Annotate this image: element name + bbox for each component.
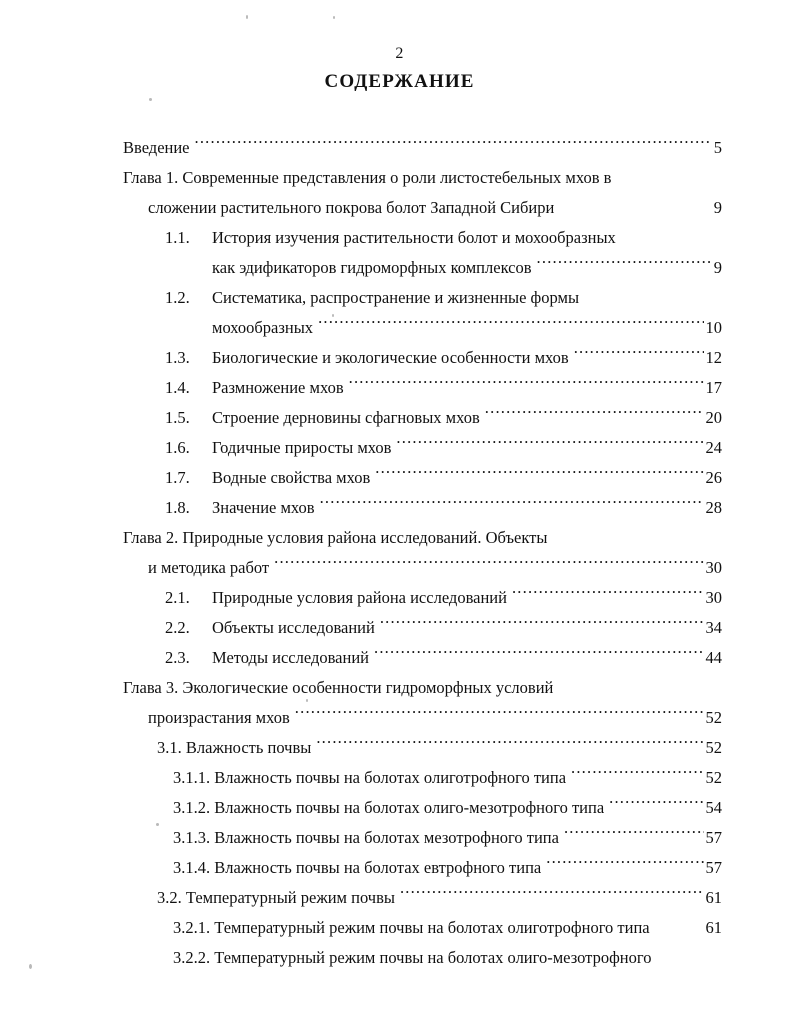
toc-entry-page: 57 xyxy=(705,858,722,877)
toc-entry[interactable] xyxy=(0,163,799,193)
toc-entry[interactable] xyxy=(0,943,799,973)
toc-dot-leader xyxy=(374,647,704,664)
toc-entry[interactable] xyxy=(0,433,799,463)
toc-dot-leader xyxy=(396,437,703,454)
toc-entry-label: Систематика, распространение и жизненные формы xyxy=(212,288,580,307)
toc-entry-page: 12 xyxy=(705,348,722,367)
toc-entry[interactable] xyxy=(0,703,799,733)
toc-dot-leader xyxy=(537,257,712,274)
toc-entry-page: 20 xyxy=(705,408,722,427)
toc-dot-leader xyxy=(485,407,704,424)
toc-entry-label: Водные свойства мхов xyxy=(212,468,371,487)
toc-entry[interactable] xyxy=(0,793,799,823)
toc-entry-page: 30 xyxy=(705,588,722,607)
toc-entry-number: 1.2. xyxy=(165,288,190,307)
toc-entry-label: 3.1.1. Влажность почвы на болотах олиготрофного типа xyxy=(173,768,567,787)
toc-entry-label: Биологические и экологические особенности мхов xyxy=(212,348,569,367)
toc-entry-number: 2.1. xyxy=(165,588,190,607)
toc-entry-label: Объекты исследований xyxy=(212,618,375,637)
toc-entry-label: 3.1. Влажность почвы xyxy=(157,738,312,757)
toc-entry-label: Методы исследований xyxy=(212,648,369,667)
toc-entry-number: 1.7. xyxy=(165,468,190,487)
toc-entry-number: 1.5. xyxy=(165,408,190,427)
toc-dot-leader xyxy=(375,467,703,484)
toc-dot-leader xyxy=(564,827,704,844)
scan-speckle xyxy=(333,16,335,19)
toc-entry-label: 3.1.3. Влажность почвы на болотах мезотрофного типа xyxy=(173,828,559,847)
toc-entry-label: Строение дерновины сфагновых мхов xyxy=(212,408,480,427)
toc-dot-leader xyxy=(584,287,721,304)
toc-entry-label: Глава 2. Природные условия района исследований. Объекты xyxy=(123,528,548,547)
toc-dot-leader xyxy=(349,377,704,394)
toc-entry-page: 34 xyxy=(705,618,722,637)
toc-entry-page: 9 xyxy=(713,198,722,217)
toc-entry[interactable] xyxy=(0,763,799,793)
toc-dot-leader xyxy=(195,137,712,154)
toc-dot-leader xyxy=(621,227,721,244)
toc-dot-leader xyxy=(316,737,703,754)
toc-entry[interactable] xyxy=(0,193,799,223)
toc-dot-leader xyxy=(656,947,721,964)
toc-entry-label: Глава 1. Современные представления о роли листостебельных мхов в xyxy=(123,168,612,187)
page-title: СОДЕРЖАНИЕ xyxy=(324,71,475,92)
toc-dot-leader xyxy=(655,917,699,934)
toc-entry-label: 3.2.2. Температурный режим почвы на болотах олиго-мезотрофного xyxy=(173,948,652,967)
toc-entry[interactable] xyxy=(0,223,799,253)
toc-entry-number: 1.1. xyxy=(165,228,190,247)
toc-dot-leader xyxy=(552,527,721,544)
toc-entry[interactable] xyxy=(0,853,799,883)
toc-entry-label: и методика работ xyxy=(148,558,270,577)
scan-speckle xyxy=(246,15,248,19)
toc-entry[interactable] xyxy=(0,313,799,343)
toc-entry-label: 3.2. Температурный режим почвы xyxy=(157,888,395,907)
toc-dot-leader xyxy=(546,857,703,874)
toc-entry[interactable] xyxy=(0,643,799,673)
toc-dot-leader xyxy=(512,587,704,604)
toc-entry[interactable] xyxy=(0,493,799,523)
toc-entry[interactable] xyxy=(0,823,799,853)
toc-dot-leader xyxy=(295,707,704,724)
toc-dot-leader xyxy=(320,497,704,514)
toc-entry-label: Значение мхов xyxy=(212,498,315,517)
toc-entry-number: 1.8. xyxy=(165,498,190,517)
page-number: 2 xyxy=(395,45,404,62)
toc-entry-page: 52 xyxy=(705,738,722,757)
toc-entry-page: 17 xyxy=(705,378,722,397)
toc-dot-leader xyxy=(571,767,703,784)
toc-entry-label: Размножение мхов xyxy=(212,378,344,397)
toc-entry-page: 26 xyxy=(705,468,722,487)
toc-entry-page: 44 xyxy=(705,648,722,667)
toc-entry-label: 3.1.4. Влажность почвы на болотах евтрофного типа xyxy=(173,858,542,877)
toc-dot-leader xyxy=(380,617,704,634)
toc-entry-page: 61 xyxy=(705,918,722,937)
toc-entry-label: как эдификаторов гидроморфных комплексов xyxy=(212,258,532,277)
toc-dot-leader xyxy=(609,797,703,814)
toc-entry[interactable] xyxy=(0,343,799,373)
toc-entry-number: 1.6. xyxy=(165,438,190,457)
toc-entry-label: 3.1.2. Влажность почвы на болотах олиго-мезотрофного типа xyxy=(173,798,605,817)
toc-entry-page: 24 xyxy=(705,438,722,457)
toc-entry[interactable] xyxy=(0,913,799,943)
toc-entry[interactable] xyxy=(0,373,799,403)
toc-entry[interactable] xyxy=(0,733,799,763)
toc-entry-page: 28 xyxy=(705,498,722,517)
toc-entry[interactable] xyxy=(0,583,799,613)
toc-entry-page: 57 xyxy=(705,828,722,847)
toc-entry[interactable] xyxy=(0,133,799,163)
toc-entry-page: 9 xyxy=(713,258,722,277)
toc-entry-label: произрастания мхов xyxy=(148,708,290,727)
toc-entry-page: 61 xyxy=(705,888,722,907)
scan-speckle xyxy=(149,98,152,101)
toc-entry-label: 3.2.1. Температурный режим почвы на болотах олиготрофного типа xyxy=(173,918,650,937)
toc-entry-number: 2.2. xyxy=(165,618,190,637)
toc-entry-number: 1.3. xyxy=(165,348,190,367)
table-of-contents xyxy=(0,133,799,973)
toc-entry-label: Глава 3. Экологические особенности гидроморфных условий xyxy=(123,678,554,697)
toc-entry-label: Годичные приросты мхов xyxy=(212,438,392,457)
toc-entry-page: 10 xyxy=(705,318,722,337)
toc-entry[interactable] xyxy=(0,883,799,913)
toc-dot-leader xyxy=(400,887,704,904)
toc-entry-label: Природные условия района исследований xyxy=(212,588,507,607)
toc-entry-page: 52 xyxy=(705,708,722,727)
toc-entry-page: 52 xyxy=(705,768,722,787)
toc-entry[interactable] xyxy=(0,673,799,703)
toc-dot-leader xyxy=(559,197,706,214)
toc-dot-leader xyxy=(616,167,721,184)
toc-entry-label: Введение xyxy=(123,138,190,157)
toc-entry-number: 2.3. xyxy=(165,648,190,667)
toc-entry-label: сложении растительного покрова болот Западной Сибири xyxy=(148,198,555,217)
toc-entry[interactable] xyxy=(0,523,799,553)
toc-dot-leader xyxy=(574,347,704,364)
toc-dot-leader xyxy=(274,557,703,574)
toc-entry[interactable] xyxy=(0,613,799,643)
toc-entry-page: 30 xyxy=(705,558,722,577)
toc-entry[interactable] xyxy=(0,403,799,433)
toc-entry-label: История изучения растительности болот и мохообразных xyxy=(212,228,616,247)
toc-entry-page: 5 xyxy=(713,138,722,157)
toc-entry[interactable] xyxy=(0,283,799,313)
toc-entry-page: 54 xyxy=(705,798,722,817)
toc-dot-leader xyxy=(558,677,721,694)
toc-entry[interactable] xyxy=(0,553,799,583)
toc-dot-leader xyxy=(318,317,703,334)
toc-entry-label: мохообразных xyxy=(212,318,314,337)
toc-entry-number: 1.4. xyxy=(165,378,190,397)
toc-entry[interactable] xyxy=(0,463,799,493)
toc-entry[interactable] xyxy=(0,253,799,283)
